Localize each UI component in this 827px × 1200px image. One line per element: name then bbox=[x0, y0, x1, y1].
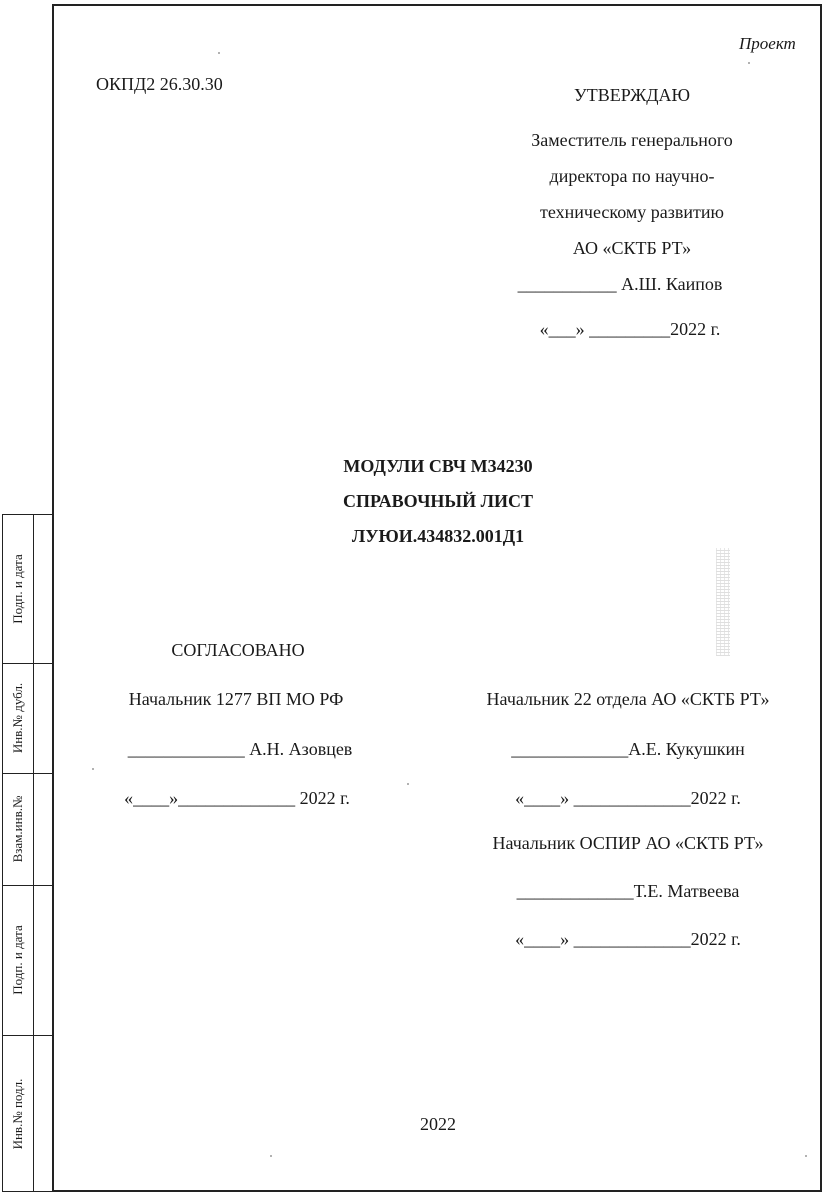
approval-signature-line: ___________ А.Ш. Каипов bbox=[517, 274, 723, 294]
scan-speck bbox=[270, 1155, 272, 1157]
okpd-code: ОКПД2 26.30.30 bbox=[96, 74, 223, 94]
approval-date-line: «___» _________2022 г. bbox=[539, 319, 721, 339]
agreement-right2-position: Начальник ОСПИР АО «СКТБ РТ» bbox=[492, 833, 764, 853]
approval-position-line2: директора по научно- bbox=[549, 166, 715, 186]
scan-speck bbox=[805, 1155, 807, 1157]
agreement-left-position: Начальник 1277 ВП МО РФ bbox=[128, 689, 344, 709]
stamp-row-divider bbox=[3, 773, 53, 774]
approval-position-line3: техническому развитию bbox=[540, 202, 724, 222]
stamp-inv-orig: Инв.№ подл. bbox=[10, 1078, 25, 1150]
scan-speck bbox=[218, 52, 220, 54]
draft-mark: Проект bbox=[739, 34, 796, 53]
stamp-sign-date-bottom: Подп. и дата bbox=[10, 925, 25, 995]
stamp-row-divider bbox=[3, 1035, 53, 1036]
side-stamp bbox=[2, 514, 52, 1192]
approval-organization: АО «СКТБ РТ» bbox=[572, 238, 692, 258]
agreement-right1-date: «____» _____________2022 г. bbox=[515, 788, 741, 808]
agreement-right2-signature: _____________Т.Е. Матвеева bbox=[516, 881, 740, 901]
stamp-inv-dup: Инв.№ дубл. bbox=[10, 682, 25, 754]
stamp-row-divider bbox=[3, 885, 53, 886]
approval-heading: УТВЕРЖДАЮ bbox=[573, 85, 691, 105]
scan-speck bbox=[748, 62, 750, 64]
agreement-heading: СОГЛАСОВАНО bbox=[171, 640, 305, 660]
agreement-left-date: «____»_____________ 2022 г. bbox=[124, 788, 350, 808]
approval-position-line1: Заместитель генерального bbox=[531, 130, 733, 150]
stamp-row-divider bbox=[3, 663, 53, 664]
document-title-line1: МОДУЛИ СВЧ М34230 bbox=[343, 456, 533, 476]
agreement-right1-signature: _____________А.Е. Кукушкин bbox=[511, 739, 745, 759]
scan-speck bbox=[407, 783, 409, 785]
stamp-sign-date-top: Подп. и дата bbox=[10, 554, 25, 624]
stamp-divider bbox=[33, 515, 34, 1191]
document-title-line2: СПРАВОЧНЫЙ ЛИСТ bbox=[342, 491, 534, 511]
scan-speck bbox=[92, 768, 94, 770]
stamp-replace-inv: Взам.инв.№ bbox=[10, 795, 25, 863]
agreement-right2-date: «____» _____________2022 г. bbox=[515, 929, 741, 949]
document-code: ЛУЮИ.434832.001Д1 bbox=[351, 526, 525, 546]
scan-artifact bbox=[716, 548, 730, 656]
agreement-left-signature: _____________ А.Н. Азовцев bbox=[127, 739, 353, 759]
footer-year: 2022 bbox=[420, 1114, 456, 1134]
agreement-right1-position: Начальник 22 отдела АО «СКТБ РТ» bbox=[486, 689, 770, 709]
